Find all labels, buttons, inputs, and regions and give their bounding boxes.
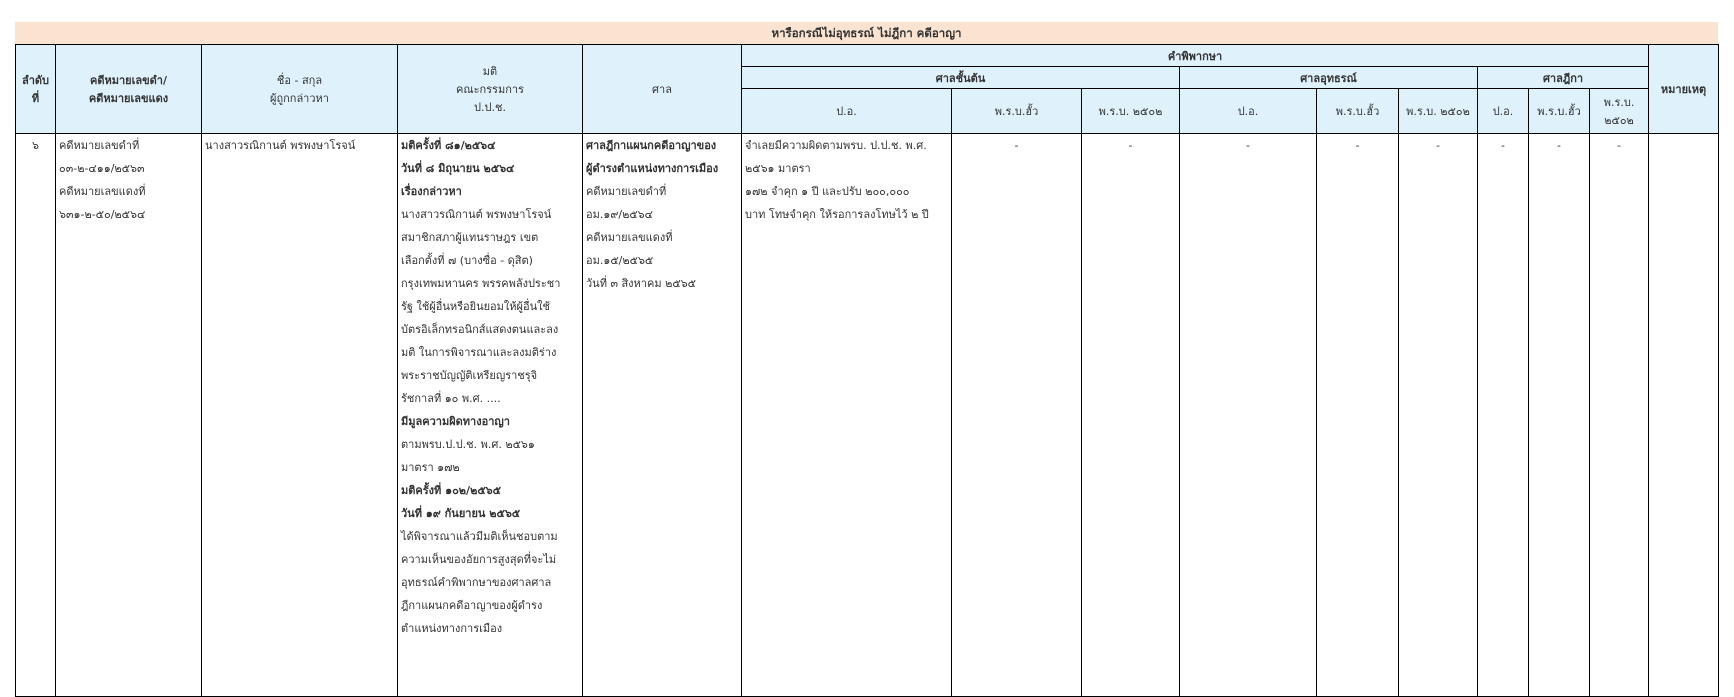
court-line: ผู้ดำรงตำแหน่งทางการเมือง	[586, 162, 719, 175]
header-name: ชื่อ - สกุล ผู้ถูกกล่าวหา	[202, 45, 398, 134]
resolution-line: เรื่องกล่าวหา	[401, 185, 462, 198]
row-supreme-po: -	[1478, 134, 1529, 697]
resolution-line: ตำแหน่งทางการเมือง	[401, 622, 503, 635]
row-resolution	[398, 134, 583, 697]
case-table	[15, 44, 1719, 697]
resolution-line: มติ ในการพิจารณาและลงมติร่าง	[401, 346, 557, 359]
resolution-line: ความเห็นของอัยการสูงสุดที่จะไม่	[401, 553, 557, 566]
row-first-po: จำเลยมีความผิดตามพรบ. ป.ป.ช. พ.ศ. ๒๕๖๑ มาตรา ๑๗๒ จำคุก ๑ ปี และปรับ ๒๐๐,๐๐๐ บาท โทษจำคุก ให้รอการลงโทษไว้ ๒ ปี	[742, 134, 952, 697]
resolution-line: บัตรอิเล็กทรอนิกส์แสดงตนและลง	[401, 323, 559, 336]
header-remarks: หมายเหตุ	[1649, 45, 1719, 134]
row-supreme-prb-old: -	[1529, 134, 1590, 697]
resolution-line: มีมูลความผิดทางอาญา	[401, 415, 510, 428]
header-resolution: มติ คณะกรรมการ ป.ป.ช.	[398, 45, 583, 134]
court-line: ศาลฎีกาแผนกคดีอาญาของ	[586, 139, 717, 152]
court-line: อม.๑๕/๒๕๖๕	[586, 254, 654, 267]
resolution-line: สมาชิกสภาผู้แทนราษฎร เขต	[401, 231, 539, 244]
resolution-line: วันที่ ๑๙ กันยายน ๒๕๖๕	[401, 507, 521, 520]
resolution-line: รัชกาลที่ ๑๐ พ.ศ. ....	[401, 392, 501, 405]
resolution-line: พระราชบัญญัติเหรียญราชรุจิ	[401, 369, 538, 382]
resolution-line: ได้พิจารณาแล้วมีมติเห็นชอบตาม	[401, 530, 558, 543]
table-row	[16, 134, 1719, 697]
row-first-prb-old: -	[952, 134, 1082, 697]
resolution-line: วันที่ ๘ มิถุนายน ๒๕๖๔	[401, 162, 515, 175]
court-line: คดีหมายเลขแดงที่	[586, 231, 673, 244]
header-supreme-po: ป.อ.	[1478, 89, 1529, 134]
table-title: หารือกรณีไม่อุทธรณ์ ไม่ฎีกา คดีอาญา	[15, 22, 1718, 44]
header-first-prb-2502: พ.ร.บ. ๒๕๐๒	[1082, 89, 1180, 134]
row-no: ๖	[16, 134, 56, 697]
header-first-court: ศาลชั้นต้น	[742, 67, 1180, 89]
court-line: อม.๑๙/๒๕๖๔	[586, 208, 653, 221]
row-case-no: คดีหมายเลขดำที่ ๐๓-๒-๔๑๑/๒๕๖๓ คดีหมายเลขแดงที่ ๖๓๑-๒-๕๐/๒๕๖๔	[56, 134, 202, 697]
resolution-line: อุทธรณ์คำพิพากษาของศาลศาล	[401, 576, 552, 589]
resolution-line: ฎีกาแผนกคดีอาญาของผู้ดำรง	[401, 599, 543, 612]
header-appeal-court: ศาลอุทธรณ์	[1180, 67, 1478, 89]
resolution-line: ตามพรบ.ป.ป.ช. พ.ศ. ๒๕๖๑	[401, 438, 535, 451]
resolution-line: เลือกตั้งที่ ๗ (บางซื่อ - ดุสิต)	[401, 254, 533, 267]
row-remarks	[1649, 134, 1719, 697]
header-appeal-po: ป.อ.	[1180, 89, 1317, 134]
row-appeal-prb-2502: -	[1399, 134, 1478, 697]
row-supreme-prb-2502: -	[1590, 134, 1649, 697]
header-no: ลำดับ ที่	[16, 45, 56, 134]
resolution-line: มาตรา ๑๗๒	[401, 461, 460, 474]
resolution-line: มติครั้งที่ ๘๑/๒๕๖๔	[401, 139, 496, 152]
header-supreme-prb-2502: พ.ร.บ. ๒๕๐๒	[1590, 89, 1649, 134]
resolution-line: มติครั้งที่ ๑๐๒/๒๕๖๕	[401, 484, 501, 497]
header-first-prb-old: พ.ร.บ.ฮั้ว	[952, 89, 1082, 134]
header-court: ศาล	[583, 45, 742, 134]
resolution-line: กรุงเทพมหานคร พรรคพลังประชา	[401, 277, 561, 290]
header-judgment: คำพิพากษา	[742, 45, 1649, 67]
row-appeal-po: -	[1180, 134, 1317, 697]
header-appeal-prb-old: พ.ร.บ.ฮั้ว	[1317, 89, 1399, 134]
court-line: คดีหมายเลขดำที่	[586, 185, 667, 198]
header-first-po: ป.อ.	[742, 89, 952, 134]
header-case-no: คดีหมายเลขดำ/ คดีหมายเลขแดง	[56, 45, 202, 134]
row-name: นางสาวรณิกานต์ พรพงษาโรจน์	[202, 134, 398, 697]
row-first-prb-2502: -	[1082, 134, 1180, 697]
document-page	[15, 22, 1718, 697]
row-appeal-prb-old: -	[1317, 134, 1399, 697]
court-line: วันที่ ๓ สิงหาคม ๒๕๖๕	[586, 277, 696, 290]
header-appeal-prb-2502: พ.ร.บ. ๒๕๐๒	[1399, 89, 1478, 134]
resolution-line: รัฐ ใช้ผู้อื่นหรือยินยอมให้ผู้อื่นใช้	[401, 300, 550, 313]
header-supreme-prb-old: พ.ร.บ.ฮั้ว	[1529, 89, 1590, 134]
resolution-line: นางสาวรณิกานต์ พรพงษาโรจน์	[401, 208, 552, 221]
row-court	[583, 134, 742, 697]
header-supreme-court: ศาลฎีกา	[1478, 67, 1649, 89]
